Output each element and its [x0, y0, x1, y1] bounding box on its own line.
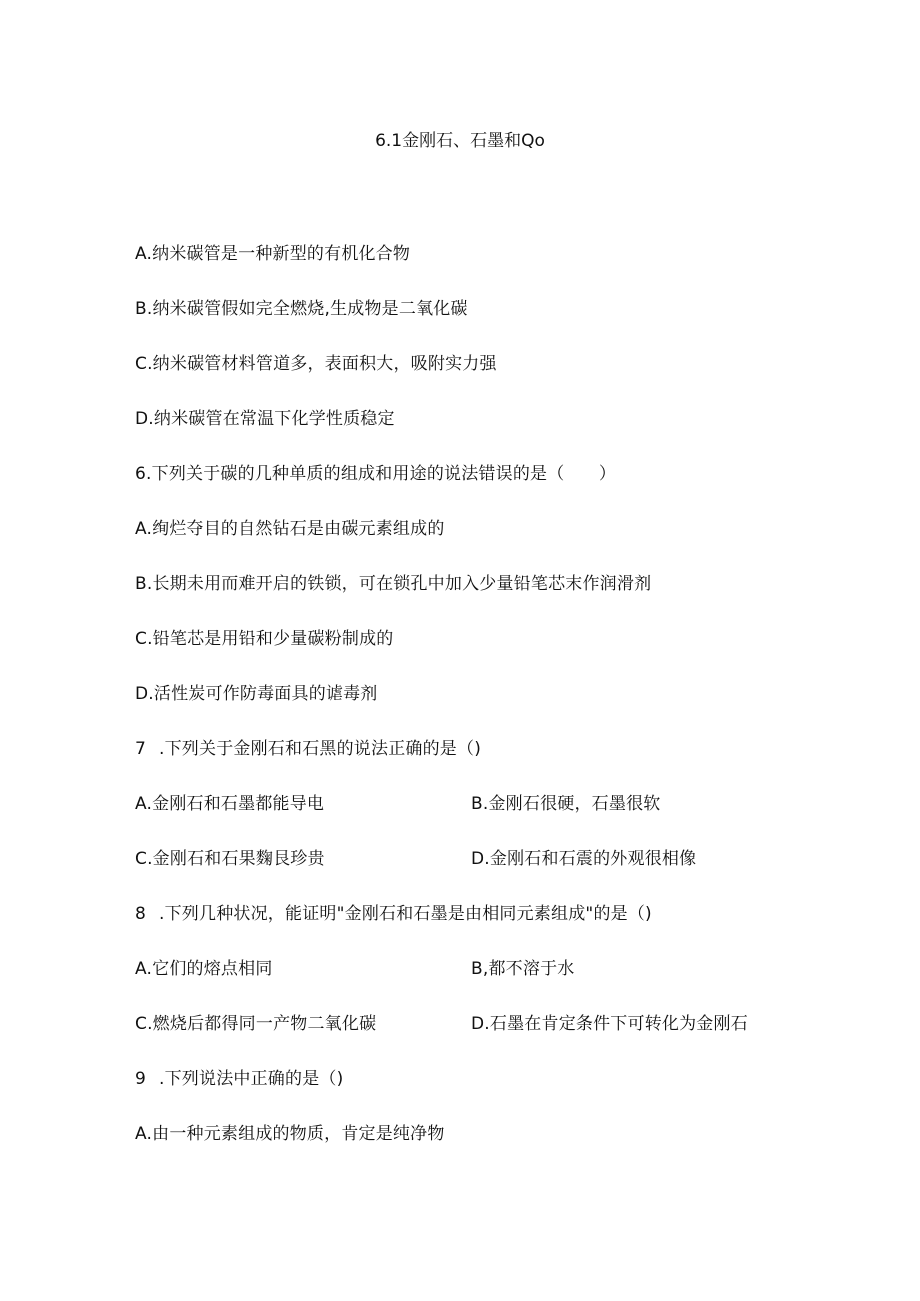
q8-text: .下列几种状况，能证明"金刚石和石墨是由相同元素组成"的是（) [159, 904, 652, 924]
q5-option-b: B.纳米碳管假如完全燃烧,生成物是二氧化碳 [135, 299, 468, 319]
q5-option-a: A.纳米碳管是一种新型的有机化合物 [135, 244, 411, 264]
q6-stem: 6.下列关于碳的几种单质的组成和用途的说法错误的是（ ） [135, 464, 617, 484]
q8-option-a: A.它们的熔点相同 [135, 959, 273, 979]
q6-option-b: B.长期未用而难开启的铁锁，可在锁孔中加入少量铅笔芯末作润滑剂 [135, 574, 652, 594]
q7-option-b: B.金刚石很硬，石墨很软 [471, 794, 661, 814]
q5-option-c: C.纳米碳管材料管道多，表面积大，吸附实力强 [135, 354, 497, 374]
q8-number: 8 [135, 904, 147, 924]
q9-number: 9 [135, 1069, 147, 1089]
q6-option-a: A.绚烂夺目的自然钻石是由碳元素组成的 [135, 519, 445, 539]
q6-option-c: C.铅笔芯是用铅和少量碳粉制成的 [135, 629, 394, 649]
q7-stem [135, 738, 481, 760]
q7-option-a: A.金刚石和石墨都能导电 [135, 794, 325, 814]
q8-stem [135, 903, 652, 925]
q8-option-c: C.燃烧后都得同一产物二氧化碳 [135, 1014, 377, 1034]
page-title: 6.1金刚石、石墨和Qo [375, 131, 545, 151]
q7-option-d: D.金刚石和石震的外观很相像 [471, 849, 697, 869]
q8-option-d: D.石墨在肯定条件下可转化为金刚石 [471, 1014, 748, 1034]
q7-number: 7 [135, 739, 147, 759]
q9-text: .下列说法中正确的是（) [159, 1069, 344, 1089]
q7-option-c: C.金刚石和石果麴艮珍贵 [135, 849, 325, 869]
q5-option-d: D.纳米碳管在常温下化学性质稳定 [135, 409, 395, 429]
q8-option-b: B,都不溶于水 [471, 959, 575, 979]
q7-text: .下列关于金刚石和石黑的说法正确的是（) [159, 739, 482, 759]
q9-stem [135, 1068, 343, 1090]
q9-option-a: A.由一种元素组成的物质，肯定是纯净物 [135, 1124, 445, 1144]
q6-option-d: D.活性炭可作防毒面具的谑毒剂 [135, 684, 378, 704]
